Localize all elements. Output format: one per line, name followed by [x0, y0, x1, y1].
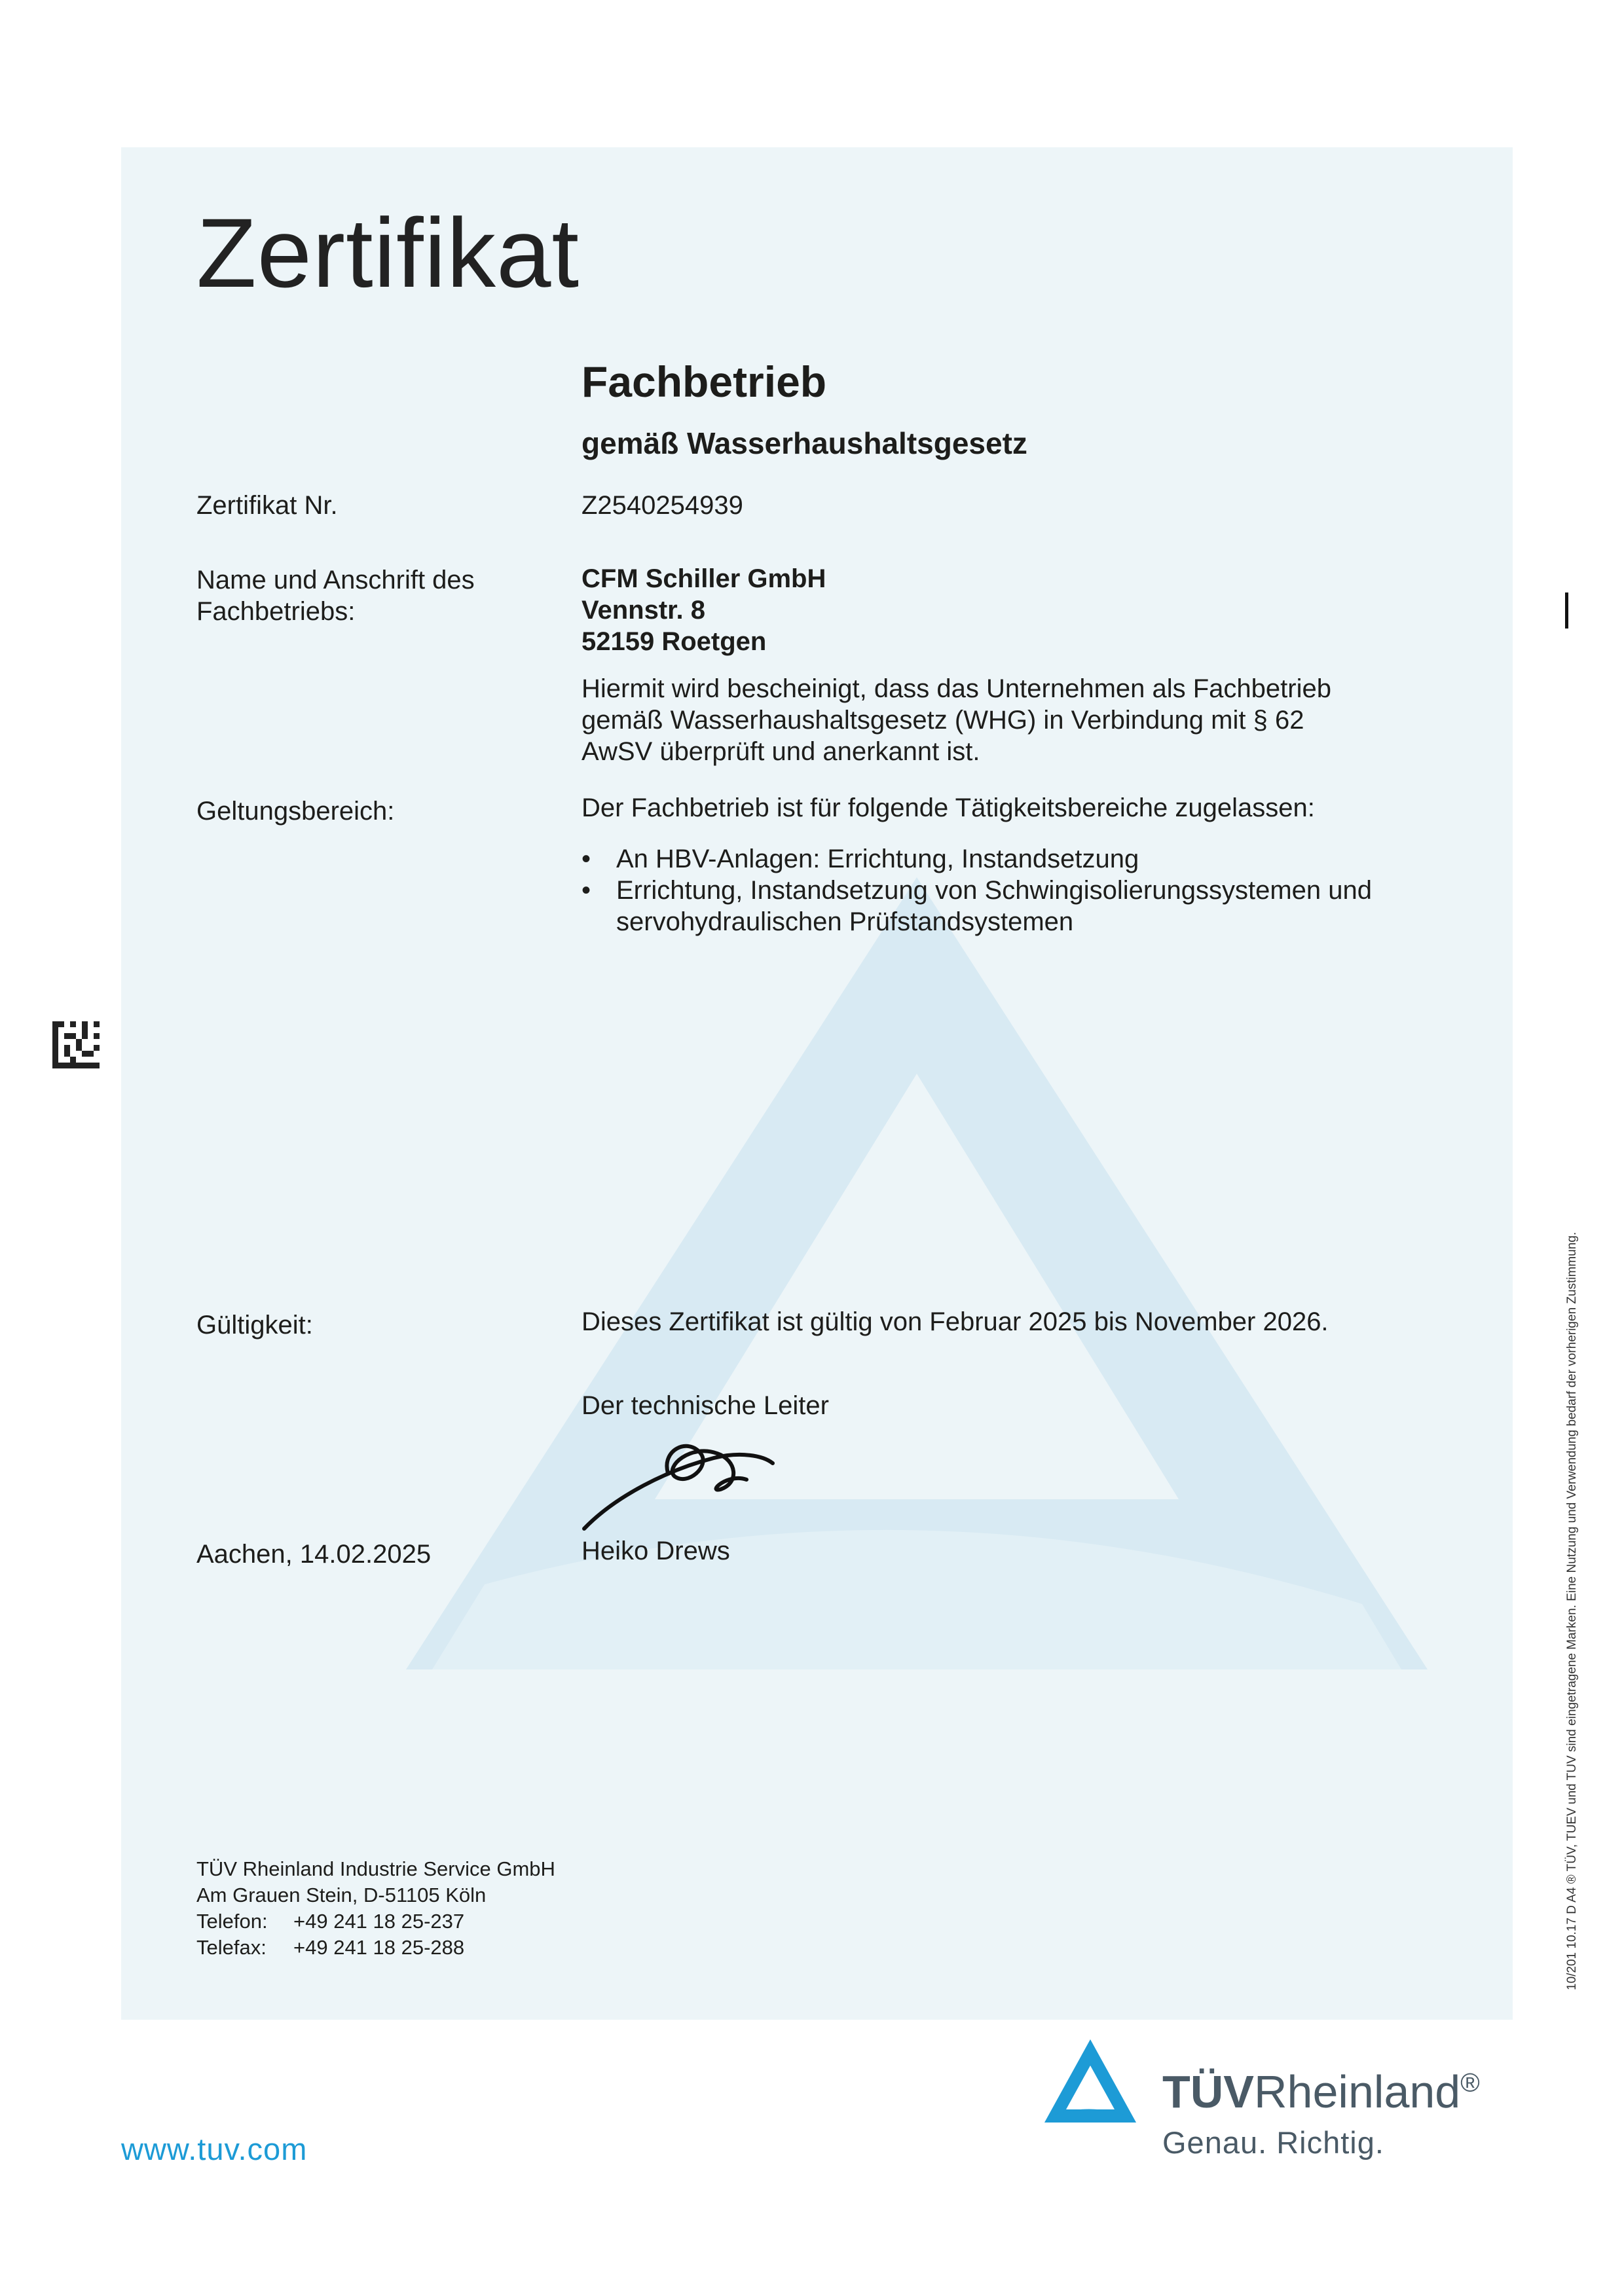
website-link[interactable]: www.tuv.com: [121, 2132, 308, 2166]
datamatrix-code: [52, 1021, 100, 1068]
signatory-name: Heiko Drews: [581, 1537, 730, 1565]
scope-intro: Der Fachbetrieb ist für folgende Tätigkeitsbereiche zugelassen:: [581, 793, 1315, 822]
company-address: [581, 563, 826, 657]
brand-claim: Genau. Richtig.: [1162, 2125, 1384, 2160]
company-name: CFM Schiller GmbH: [581, 564, 826, 593]
scope-list: [581, 843, 1372, 938]
company-label-line2: Fachbetriebs:: [196, 597, 356, 626]
legal-side-note: 10/201 10.17 D A4 ® TÜV, TUEV und TUV sind eingetragene Marken. Eine Nutzung und Verwendung bedarf der vorherigen Zustimmung.: [1565, 1231, 1579, 1990]
heading-main: Fachbetrieb: [581, 357, 827, 406]
certificate-number-value: Z2540254939: [581, 491, 743, 520]
signatory-role: Der technische Leiter: [581, 1391, 829, 1420]
scope-item: • Errichtung, Instandsetzung von Schwingisolierungssystemen und servohydraulischen Prüfstandsystemen: [581, 875, 1372, 938]
tuv-triangle-logo: [1041, 2036, 1139, 2128]
certification-statement: [581, 673, 1331, 767]
margin-mark: [1565, 592, 1568, 629]
issuer-name: TÜV Rheinland Industrie Service GmbH: [196, 1857, 555, 1880]
heading-sub: gemäß Wasserhaushaltsgesetz: [581, 426, 1027, 460]
handwritten-signature: [576, 1424, 792, 1535]
issuer-phone: Telefon: +49 241 18 25-237: [196, 1910, 465, 1933]
company-street: Vennstr. 8: [581, 596, 705, 625]
scope-label: Geltungsbereich:: [196, 797, 395, 826]
statement-line1: Hiermit wird bescheinigt, dass das Unternehmen als Fachbetrieb: [581, 674, 1331, 703]
place-date: Aachen, 14.02.2025: [196, 1540, 432, 1569]
company-label-line1: Name und Anschrift des: [196, 566, 475, 594]
issuer-block: [196, 1856, 555, 1961]
issuer-fax: Telefax: +49 241 18 25-288: [196, 1936, 465, 1959]
validity-text: Dieses Zertifikat ist gültig von Februar 2025 bis November 2026.: [581, 1307, 1329, 1336]
certificate-title: Zertifikat: [196, 198, 580, 308]
company-city: 52159 Roetgen: [581, 627, 767, 656]
tuv-brand: TÜVRheinland®: [1162, 2066, 1480, 2117]
issuer-address: Am Grauen Stein, D-51105 Köln: [196, 1884, 487, 1906]
statement-line2: gemäß Wasserhaushaltsgesetz (WHG) in Verbindung mit § 62: [581, 706, 1304, 735]
tuv-triangle-watermark: [406, 877, 1428, 1669]
company-label: [196, 564, 475, 627]
statement-line3: AwSV überprüft und anerkannt ist.: [581, 737, 980, 766]
scope-item: • An HBV-Anlagen: Errichtung, Instandsetzung: [581, 843, 1372, 875]
certificate-number-label: Zertifikat Nr.: [196, 491, 338, 520]
validity-label: Gültigkeit:: [196, 1311, 313, 1339]
